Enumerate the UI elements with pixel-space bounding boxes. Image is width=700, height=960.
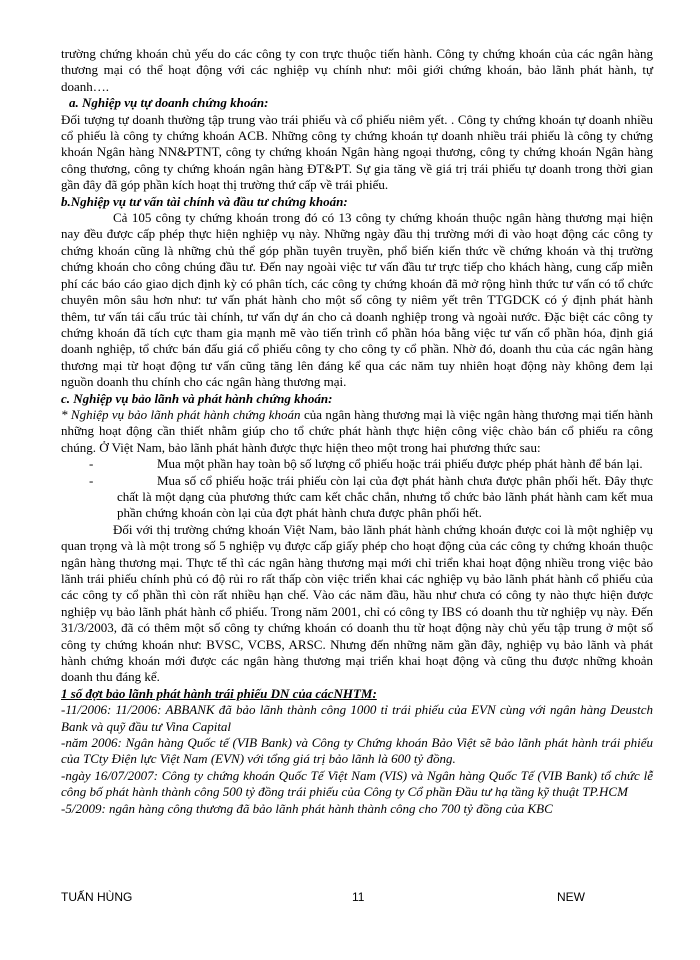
- section-a-paragraph: Đối tượng tự doanh thường tập trung vào trái phiếu và cổ phiếu niêm yết. . Công ty chứng khoán tự doanh nhiều cổ phiếu là công ty chứng khoán ACB. Những công ty chứng khoán tự doanh nhiều trái phiếu là công ty chứng khoán Ngân hàng NN&PTNT, công ty chứng khoán Ngân hàng ngoại thương, công ty chứng khoán Ngân hàng công thương, công ty chứng khoán ngân hàng ĐT&PT. Sự gia tăng về giá trị trái phiếu tự doanh trong thời gian gần đây đã góp phần kích hoạt thị trường thứ cấp về trái phiếu.: [61, 111, 653, 193]
- dash-item-2: [61, 473, 653, 522]
- dash-marker: -: [89, 472, 94, 488]
- list-item: -năm 2006: Ngân hàng Quốc tế (VIB Bank) và Công ty Chứng khoán Bảo Việt sẽ bảo lãnh phát hành trái phiếu của TCty Điện lực Việt Nam (EVN) với tổng giá trị bảo lãnh là 600 tỷ đồng.: [61, 735, 653, 767]
- section-c-heading: c. Nghiệp vụ bảo lãnh và phát hành chứng khoán:: [61, 390, 333, 406]
- list-item: -5/2009: ngân hàng công thương đã bảo lãnh phát hành thành công cho 700 tỷ đồng của KBC: [61, 800, 553, 816]
- section-c-lead-text: của ngân hàng thương mại là việc ngân hàng thương mại tiến hành những hoạt động cần thiết nhằm giúp cho tổ chức phát hành thực hiện công việc chào bán cổ phiếu ra công chúng. Ở Việt Nam, bảo lãnh phát hành được thực hiện theo một trong hai phương thức sau:: [61, 406, 653, 455]
- document-page: [61, 46, 653, 817]
- dash-item-text: Mua một phần hay toàn bộ số lượng cổ phiếu hoặc trái phiếu được phép phát hành để bán lại.: [157, 456, 643, 472]
- footer-page-number: 11: [352, 890, 365, 904]
- list-item: -ngày 16/07/2007: Công ty chứng khoán Quốc Tế Việt Nam (VIS) và Ngân hàng Quốc Tế (VIB Bank) tổ chức lễ công bố phát hành thành công 500 tỷ đồng trái phiếu của Công ty Cổ phần Đầu tư hạ tầng kỹ thuật TP.HCM: [61, 767, 653, 800]
- section-a-heading: a. Nghiệp vụ tự doanh chứng khoán:: [69, 95, 269, 111]
- page-footer: [61, 890, 653, 906]
- dash-item-text: Mua số cổ phiếu hoặc trái phiếu còn lại của đợt phát hành chưa được phân phối hết. Đây thực chất là một dạng của phương thức cam kết chắc chắn, nhưng tổ chức bảo lãnh phát hành cam kết mua phần chứng khoán còn lại của đợt phát hành chưa được phân phối hết.: [117, 472, 653, 521]
- list-item: -11/2006: 11/2006: ABBANK đã bảo lãnh thành công 1000 tỉ trái phiếu của EVN cùng với ngân hàng Deustch Bank và quỹ đầu tư Vina Capital: [61, 702, 653, 734]
- dash-item-1: [61, 456, 653, 472]
- section-b-heading: b.Nghiệp vụ tư vấn tài chính và đầu tư chứng khoán:: [61, 193, 348, 209]
- intro-paragraph: trường chứng khoán chủ yếu do các công ty con trực thuộc tiến hành. Công ty chứng khoán của các ngân hàng thương mại có thể hoạt động với các nghiệp vụ chính như: môi giới chứng khoán, bảo lãnh phát hành, tự doanh….: [61, 46, 653, 94]
- footer-label: NEW: [557, 890, 585, 904]
- dash-marker: -: [89, 456, 94, 472]
- footer-author: TUẤN HÙNG: [61, 890, 133, 904]
- section-c-paragraph: Đối với thị trường chứng khoán Việt Nam, bảo lãnh phát hành chứng khoán được coi là một nghiệp vụ quan trọng và là một trong số 5 nghiệp vụ được cấp giấy phép cho hoạt động của các công ty chứng khoán thuộc ngân hàng thương mại. Thực tế thì các ngân hàng thương mại mới chỉ triển khai hoạt động nhiều trong việc bảo lãnh trái phiếu chính phủ có độ rủi ro rất thấp còn việc triển khai các nghiệp vụ bảo lãnh phát hành cổ phiếu của các công ty cổ phần thì còn rất nhiều hạn chế. Vào các năm đầu, hầu như chưa có công ty nào thực hiện được nghiệp vụ bảo lãnh phát hành cổ phiếu. Trong năm 2001, chỉ có công ty IBS có doanh thu từ nghiệp vụ này. Đến 31/3/2003, đã có thêm một số công ty chứng khoán có doanh thu từ hoạt động này chủ yếu tập trung ở một số công ty chứng khoán như: BVSC, VCBS, ARSC. Nhưng đến những năm gần đây, nghiệp vụ bảo lãnh và phát hành chứng khoán mới được các ngân hàng thương mại triển khai hoạt động và cũng thu được những khoản doanh thu đáng kể.: [61, 521, 653, 685]
- section-b-paragraph: Cả 105 công ty chứng khoán trong đó có 13 công ty chứng khoán thuộc ngân hàng thương mại hiện nay đều được cấp phép thực hiện nghiệp vụ này. Những ngày đầu thị trường mới đi vào hoạt động các công ty chứng khoán cũng là những chủ thể góp phần tuyên truyền, phổ biến kiến thức về chứng khoán và thị trường chứng khoán cho công chúng đầu tư. Đến nay ngoài việc tư vấn đầu tư trực tiếp cho khách hàng, cung cấp miễn phí các báo cáo giao dịch định kỳ có phân tích, các công ty chứng khoán đã mở rộng hình thức tư vấn có tổ chức chuyên môn sâu hơn như: tư vấn phát hành cho một số công ty niêm yết trên TTGDCK có ý định phát hành thêm, tư vấn tái cấu trúc tài chính, tư vấn dự án cho cả doanh nghiệp trong và ngoài nước. Đặc biệt các công ty chứng khoán đã tích cực tham gia mạnh mẽ vào tiến trình cổ phần hóa bằng việc tư vấn cổ phần hóa, định giá doanh nghiệp, tổ chức bán đấu giá cổ phiếu công ty cho công ty cổ phần. Nhờ đó, doanh thu của các ngân hàng thương mại từ hoạt động tư vấn cũng tăng lên đáng kể qua các năm tuy nhiên hoạt động này không đem lại nguồn doanh thu chính cho các ngân hàng thương mại.: [61, 210, 653, 390]
- section-c-lead-term: * Nghiệp vụ bảo lãnh phát hành chứng khoán: [61, 406, 301, 422]
- list-heading: 1 số đợt bảo lãnh phát hành trái phiếu DN của cácNHTM:: [61, 685, 377, 701]
- section-c-lead-paragraph: [61, 407, 653, 456]
